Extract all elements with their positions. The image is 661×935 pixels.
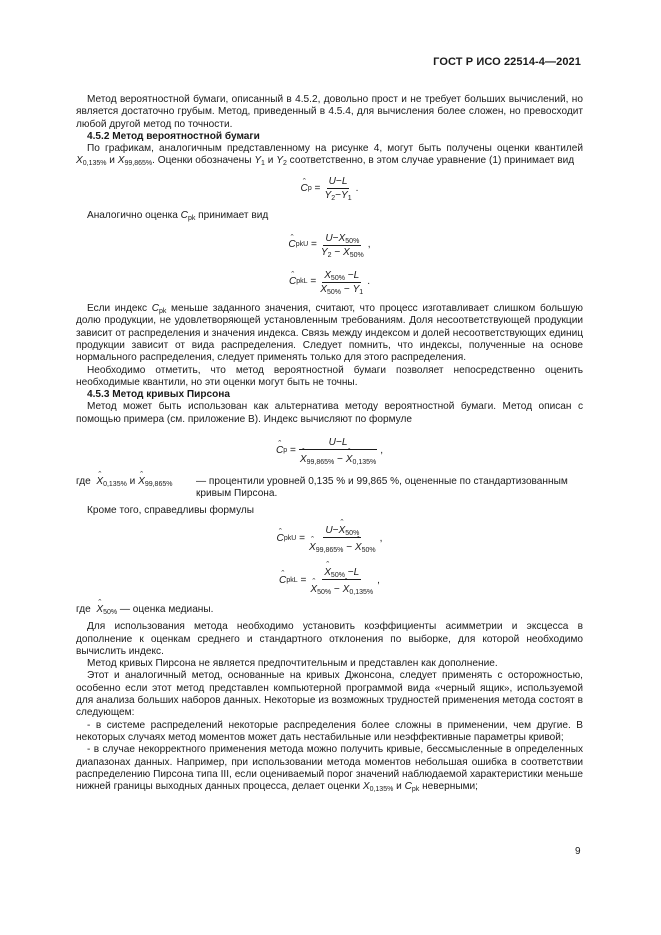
section-heading-452: 4.5.2 Метод вероятностной бумаги xyxy=(87,130,260,142)
para-453-7: - в случае некорректного применения метода можно получить кривые, бессмысленные в определенных диапазонах данных. Например, при использовании метода моментов небольшая ошибка в соответствии распределению Пирсона типа III, если оцениваемый порог значений наблюдаемой характеристики меньше нижней границы выходных данных процесса, делает оценки $X_{0,135\%}$ и $C_{pk}$ неверными; xyxy=(76,744,583,794)
page-number: 9 xyxy=(575,846,581,857)
para-453-1: Метод может быть использован как альтернатива методу вероятностной бумаги. Метод описан с помощью примера (см. приложение В). Индекс вычисляют по формуле xyxy=(76,401,583,425)
para-453-2: Кроме того, справедливы формулы xyxy=(87,504,255,516)
page-body xyxy=(76,94,583,793)
para-452-1: По графикам, аналогичным представленному на рисунке 4, могут быть получены оценки квантилей $X_{0,135\%}$ и $X_{99,865\%}$. Оценки обозначены $Y_1$ и $Y_2$ соответственно, в этом случае уравнение (1) принимает вид xyxy=(76,143,583,168)
para-453-4: Метод кривых Пирсона не является предпочтительным и представлен как дополнение. xyxy=(87,658,498,670)
section-heading-453: 4.5.3 Метод кривых Пирсона xyxy=(87,389,230,401)
para-452-3: Если индекс $C_{pk}$ меньше заданного значения, считают, что процесс изготавливает слишком большую долю продукции, не удовлетворяющей установленным требованиям. Доля несоответствующей продукции зависит от распределения и значения индекса. Связь между индексом и долей несоответствующих единиц продукции зависит от вида распределения. Следует помнить, что индексы, полученные на основе нормального распределения, следует применять только для этого распределения. xyxy=(76,303,583,364)
formula-cpkl-pearson: ˆ C pkL = ˆ $X_{50\%} -L$ ˆ $X_{50\%}$ − ˆ $X_{0,135\%}$ , xyxy=(76,561,583,601)
intro-paragraph: Метод вероятностной бумаги, описанный в 4.5.2, довольно прост и не требует больших вычислений, но является достаточно грубым. Метод, приведенный в 4.5.4, для вычисления более сложен, но превосходит любой другой метод по точности. xyxy=(76,94,583,130)
where-definition-2: где ˆ $X_{50\%}$ — оценка медианы. xyxy=(76,604,583,616)
formula-cpku-pearson: ˆ C pkU = U−ˆ $X_{50\%}$ ˆ $X_{99,865\%}$ − ˆ $X_{50\%}$ , xyxy=(76,517,583,561)
para-453-3: Для использования метода необходимо установить коэффициенты асимметрии и эксцесса в дополнение к оценкам среднего и стандартного отклонения по выборке, для которой необходимо вычислить индекс. xyxy=(76,621,583,657)
para-453-5: Этот и аналогичный метод, основанные на кривых Джонсона, следует применять с осторожностью, особенно если этот метод представлен компьютерной программой вида «черный ящик», используемой для анализа больших наборов данных. Некоторые из возможных трудностей применения метода состоят в следующем: xyxy=(76,670,583,719)
formula-cpkl-paper: ˆ C pkL = $\frac{X_{50\%} -L}{X_{50\%} - Y_1}$ . xyxy=(76,264,583,300)
formula-cp-pearson: ˆ C p = U−L ˆ $X_{99,865\%}$ − ˆ $X_{0,135\%}$ , xyxy=(76,426,583,476)
document-code: ГОСТ Р ИСО 22514-4—2021 xyxy=(433,56,581,68)
para-453-6: - в системе распределений некоторые распределения более сложны в применении, чем другие. В некоторых случаях метод моментов может дать нестабильные или неэффективные параметры кривой; xyxy=(76,719,583,743)
where-definition-1: где ˆ $X_{0,135\%}$ и ˆ $X_{99,865\%}$ — процентили уровней 0,135 % и 99,865 %, оцененные по стандартизованным кривым Пирсона. xyxy=(76,476,583,501)
para-452-4: Необходимо отметить, что метод вероятностной бумаги позволяет непосредственно оценить необходимые квантили, но эти оценки могут быть не точны. xyxy=(76,364,583,388)
formula-cp-paper: ˆ C p = $\frac{U-L}{Y_2-Y_1}$ . xyxy=(76,168,583,210)
formula-cpku-paper: ˆ C pkU = $\frac{U-X_{50\%}}{Y_2 - X_{50\%}}$ , xyxy=(76,226,583,264)
para-452-2: Аналогично оценка $C_{pk}$ принимает вид xyxy=(87,209,269,222)
